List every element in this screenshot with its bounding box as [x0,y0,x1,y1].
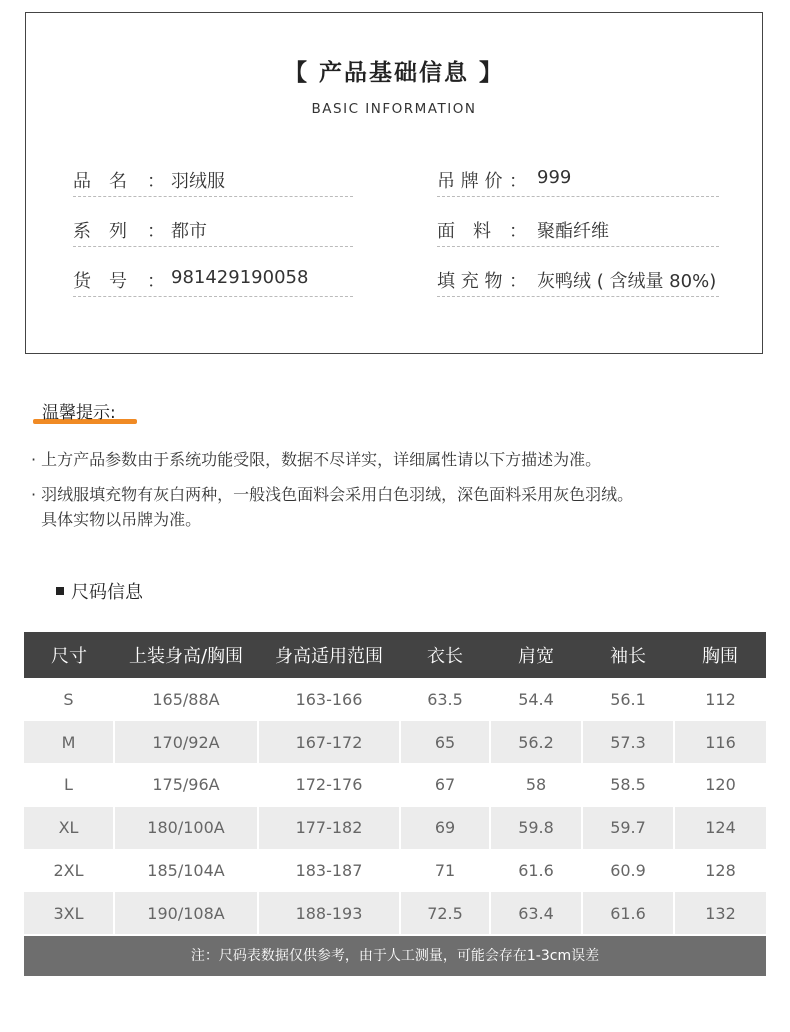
table-cell: 59.8 [490,806,582,849]
info-value: 羽绒服 [171,171,225,192]
table-row [24,892,766,935]
table-cell: 59.7 [582,806,674,849]
table-cell: 165/88A [114,678,258,721]
table-cell: 71 [400,849,490,892]
square-bullet-icon [56,587,64,595]
info-label: 品 名 [73,171,127,192]
info-label: 填 充 物 [437,271,503,292]
info-colon: ： [509,271,527,292]
table-cell: 167-172 [258,721,400,764]
table-cell: 170/92A [114,721,258,764]
table-cell: 69 [400,806,490,849]
table-row [24,806,766,849]
table-row [24,721,766,764]
basic-info-title: 【 产品基础信息 】 [283,60,504,86]
info-row-item-no [73,263,353,297]
table-cell: 163-166 [258,678,400,721]
table-cell: 2XL [24,849,114,892]
info-row-filling [437,263,719,297]
info-row-name [73,163,353,197]
table-cell: 190/108A [114,892,258,935]
column-header: 衣长 [400,632,490,678]
table-cell: 67 [400,764,490,807]
table-cell: M [24,721,114,764]
table-cell: 65 [400,721,490,764]
size-info-heading-text: 尺码信息 [71,582,143,603]
table-cell: 56.2 [490,721,582,764]
table-cell: 72.5 [400,892,490,935]
basic-info-panel [25,12,763,354]
tip-line: · 羽绒服填充物有灰白两种，一般浅色面料会采用白色羽绒，深色面料采用灰色羽绒。 [31,485,634,504]
table-cell: 57.3 [582,721,674,764]
table-cell: 63.4 [490,892,582,935]
table-row [24,849,766,892]
info-label: 吊 牌 价 [437,171,503,192]
table-cell: 63.5 [400,678,490,721]
info-row-fabric [437,213,719,247]
table-cell: L [24,764,114,807]
table-cell: 175/96A [114,764,258,807]
table-cell: 54.4 [490,678,582,721]
table-cell: 58 [490,764,582,807]
table-cell: 116 [674,721,766,764]
tip-line: · 上方产品参数由于系统功能受限，数据不尽详实，详细属性请以下方描述为准。 [31,450,602,469]
info-row-series [73,213,353,247]
table-cell: 185/104A [114,849,258,892]
column-header: 尺寸 [24,632,114,678]
table-row [24,764,766,807]
table-cell: S [24,678,114,721]
info-value: 灰鸭绒 ( 含绒量 80%) [537,271,717,292]
size-table-header [24,632,766,678]
table-cell: 112 [705,689,736,709]
table-cell: 60.9 [582,849,674,892]
info-value: 聚酯纤维 [537,221,609,242]
table-cell: 132 [674,892,766,935]
info-colon: ： [147,271,165,292]
tips-heading: 温馨提示: [42,403,116,423]
info-value: 都市 [171,221,207,242]
column-header: 上装身高/胸围 [114,632,258,678]
table-cell: 172-176 [258,764,400,807]
info-value: 981429190058 [171,267,309,288]
info-colon: ： [509,171,527,192]
info-colon: ： [147,171,165,192]
info-label: 系 列 [73,221,127,242]
info-label: 面 料 [437,221,491,242]
table-cell: 120 [705,775,736,795]
table-cell: XL [24,806,114,849]
table-cell: 177-182 [258,806,400,849]
info-value: 999 [537,167,572,188]
column-header: 肩宽 [490,632,582,678]
table-cell: 188-193 [258,892,400,935]
column-header: 袖长 [582,632,674,678]
info-colon: ： [509,221,527,242]
basic-info-subtitle: BASIC INFORMATION [311,101,477,117]
table-cell: 180/100A [114,806,258,849]
table-cell: 128 [705,861,736,881]
table-cell: 124 [674,806,766,849]
column-header: 身高适用范围 [258,632,400,678]
table-cell: 58.5 [582,764,674,807]
info-label: 货 号 [73,271,127,292]
table-cell: 61.6 [490,849,582,892]
size-table [24,632,766,935]
tip-line: 具体实物以吊牌为准。 [31,510,202,529]
table-cell: 61.6 [582,892,674,935]
table-cell: 183-187 [258,849,400,892]
size-info-heading [56,578,143,604]
table-cell: 56.1 [582,678,674,721]
table-cell: 3XL [24,892,114,935]
table-row [24,678,766,721]
column-header: 胸围 [674,632,766,678]
info-colon: ： [147,221,165,242]
size-table-note: 注：尺码表数据仅供参考，由于人工测量，可能会存在1-3cm误差 [24,936,766,976]
info-row-tag-price [437,163,719,197]
